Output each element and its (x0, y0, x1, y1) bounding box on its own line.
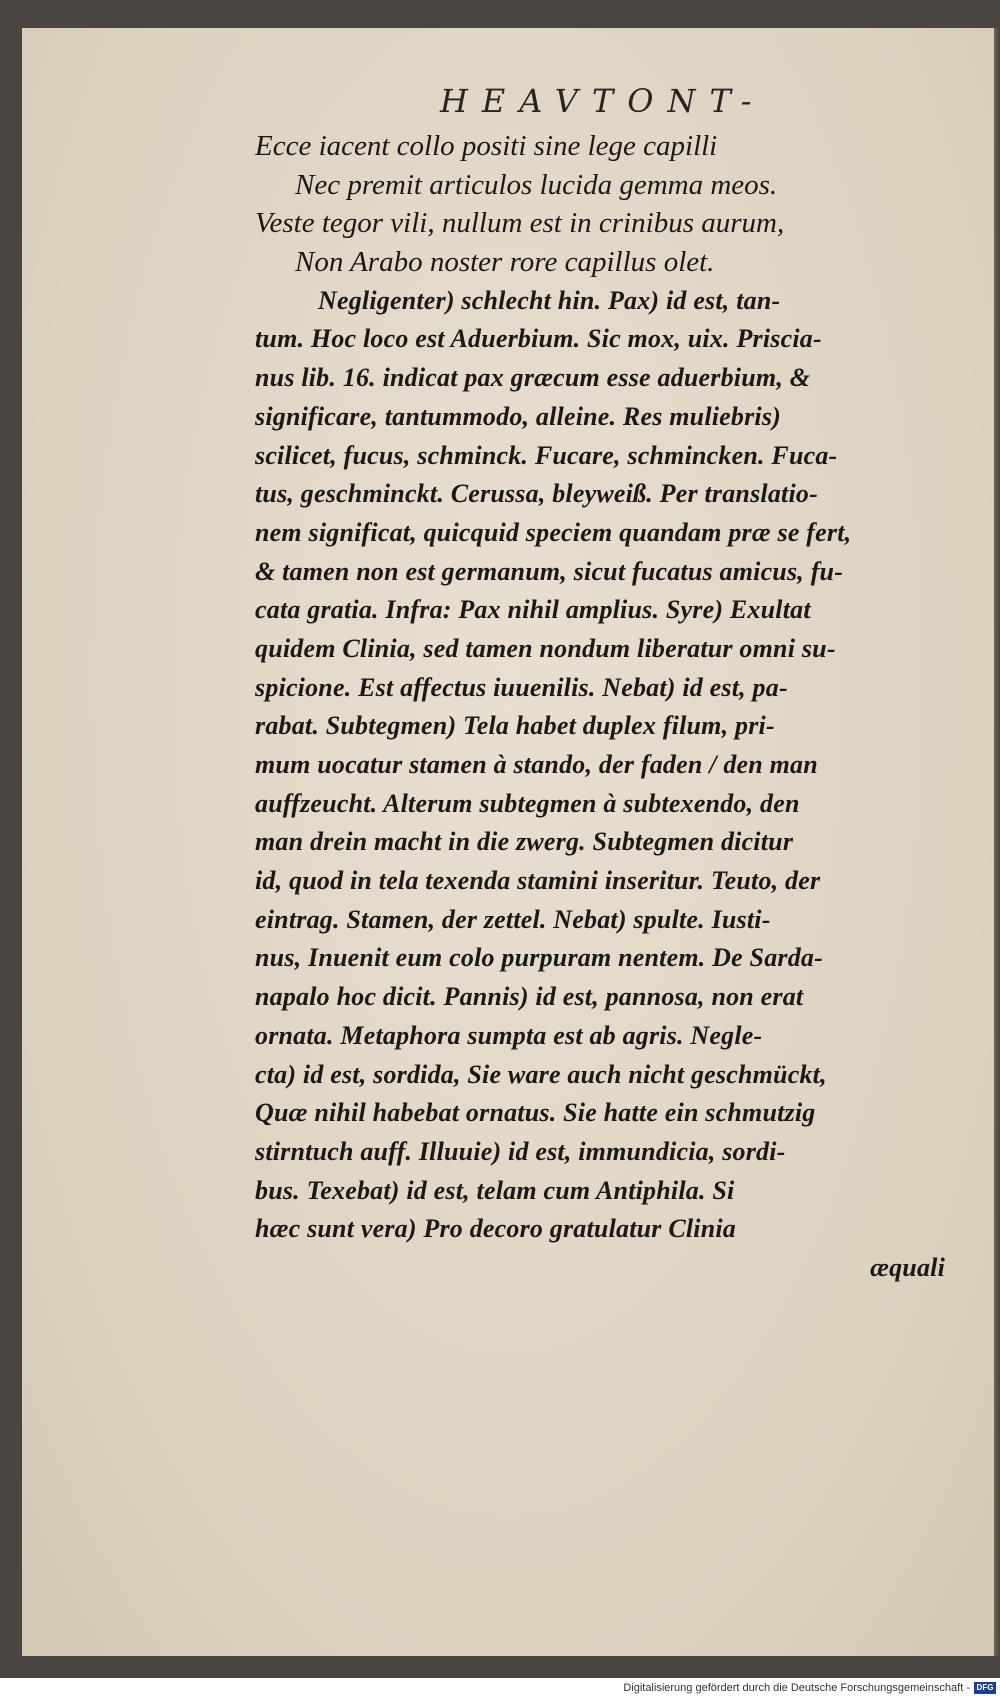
prose-line: cta) id est, sordida, Sie ware auch nicht geschmückt, (255, 1059, 827, 1089)
prose-line: & tamen non est germanum, sicut fucatus amicus, fu- (255, 556, 844, 586)
verse-line: Non Arabo noster rore capillus olet. (295, 246, 715, 279)
dfg-logo: DFG (974, 1682, 996, 1694)
footer-credit: Digitalisierung gefördert durch die Deutsche Forschungsgemeinschaft - (623, 1682, 970, 1694)
prose-line: ornata. Metaphora sumpta est ab agris. Negle- (255, 1020, 763, 1050)
prose-line: nem significat, quicquid speciem quandam præ se fert, (255, 517, 852, 547)
running-title: HEAVTONT- (440, 82, 766, 120)
prose-line: eintrag. Stamen, der zettel. Nebat) spulte. Iusti- (255, 904, 771, 934)
prose-line: nus, Inuenit eum colo purpuram nentem. De Sarda- (255, 943, 823, 973)
prose-line: nus lib. 16. indicat pax græcum esse aduerbium, & (255, 363, 811, 393)
prose-line: rabat. Subtegmen) Tela habet duplex filum, pri- (255, 711, 775, 741)
page-edge (994, 28, 1000, 1656)
prose-line: scilicet, fucus, schminck. Fucare, schmincken. Fuca- (255, 440, 838, 470)
prose-line: man drein macht in die zwerg. Subtegmen dicitur (255, 827, 794, 857)
prose-line: tus, geschminckt. Cerussa, bleyweiß. Per translatio- (255, 479, 818, 509)
verse-line: Ecce iacent collo positi sine lege capilli (255, 130, 718, 162)
verse-line: Nec premit articulos lucida gemma meos. (295, 168, 778, 201)
catchword: æquali (870, 1252, 945, 1282)
prose-line: cata gratia. Infra: Pax nihil amplius. Syre) Exultat (255, 595, 811, 625)
prose-line: bus. Texebat) id est, telam cum Antiphila. Si (255, 1175, 735, 1205)
prose-line: spicione. Est affectus iuuenilis. Nebat) id est, pa- (255, 672, 788, 702)
prose-line: tum. Hoc loco est Aduerbium. Sic mox, uix. Priscia- (255, 324, 822, 354)
prose-line: hæc sunt vera) Pro decoro gratulatur Clinia (255, 1214, 736, 1244)
prose-line: mum uocatur stamen à stando, der faden / den man (255, 750, 818, 779)
prose-line: quidem Clinia, sed tamen nondum liberatur omni su- (255, 633, 836, 663)
verse-line: Veste tegor vili, nullum est in crinibus aurum, (255, 207, 785, 240)
prose-line: auffzeucht. Alterum subtegmen à subtexendo, den (255, 788, 800, 818)
text-block (255, 127, 945, 1288)
prose-line: stirntuch auff. Illuuie) id est, immundicia, sordi- (255, 1136, 786, 1166)
prose-line: napalo hoc dicit. Pannis) id est, pannosa, non erat (255, 982, 804, 1012)
prose-line: id, quod in tela texenda stamini inseritur. Teuto, der (255, 866, 821, 896)
digitization-footer (0, 1678, 1000, 1699)
prose-line: significare, tantummodo, alleine. Res muliebris) (255, 401, 782, 431)
prose-line: Negligenter) schlecht hin. Pax) id est, tan- (318, 285, 781, 315)
prose-line: Quæ nihil habebat ornatus. Sie hatte ein schmutzig (255, 1098, 816, 1128)
